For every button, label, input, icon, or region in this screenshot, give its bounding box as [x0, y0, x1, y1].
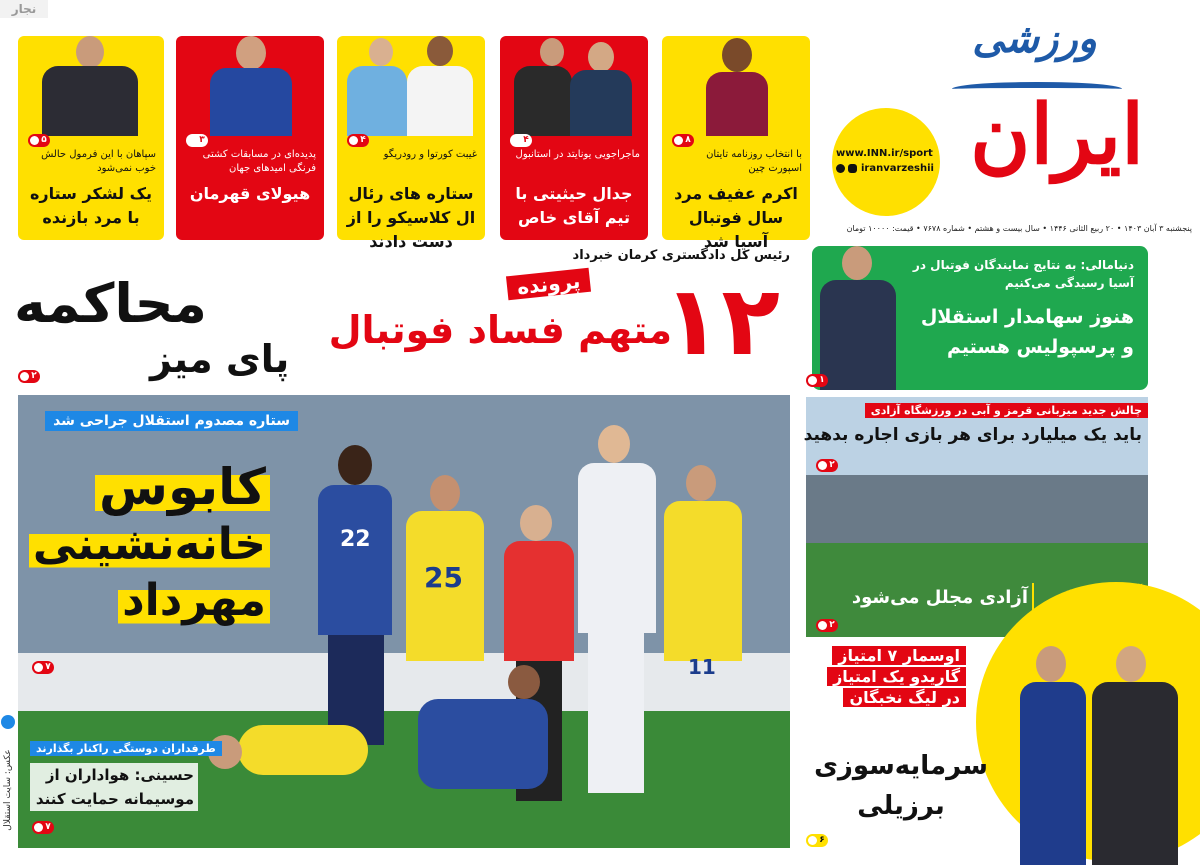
interview-subhead: دنیامالی: به نتایج نمایندگان فوتبال در آسیا رسیدگی می‌کنیم: [912, 258, 1134, 290]
main-story[interactable]: [10, 244, 800, 390]
credit-text: عکس: سایت استقلال: [3, 749, 13, 831]
main-line3: محاکمه: [14, 272, 207, 335]
player-yellow-25: 25: [398, 475, 488, 755]
social-handle-text: iranvarzeshii: [860, 163, 934, 174]
instagram-icon: [848, 164, 857, 173]
site-badge: [832, 108, 940, 216]
site-url[interactable]: www.INN.ir/sport: [836, 148, 933, 159]
teaser-subhead: سپاهان با این فرمول حالش خوب نمی‌شود: [41, 149, 156, 174]
coach-headline-line: سرمایه‌سوزی: [814, 751, 988, 781]
photo-headline-line: مهرداد: [118, 573, 270, 629]
page-number-badge: ۲: [816, 459, 838, 472]
player-lying: [208, 715, 378, 795]
photo-headline-line: خانه‌نشینی: [29, 517, 270, 573]
interview-headline: هنوز سهامدار استقلال و پرسپولیس هستیم: [920, 306, 1134, 358]
page-number-badge: ۲: [816, 619, 838, 632]
photo-credit: [0, 715, 16, 845]
stadium-kicker: چالش جدید میزبانی قرمز و آبی در ورزشگاه آزادی: [865, 403, 1148, 418]
teaser-subhead: غیبت کورتوا و رودریگو: [383, 149, 477, 160]
teaser-photo: [176, 36, 324, 136]
page-number-badge: ۱: [806, 374, 828, 387]
player-blue-22: 22: [308, 445, 398, 745]
player-white: [558, 425, 658, 805]
teaser-subhead: ماجراجویی یونایتد در استانبول: [515, 149, 640, 160]
coach-headline: [806, 746, 996, 826]
main-line2: پای میز: [150, 337, 290, 381]
corner-tag: نجار: [0, 0, 48, 18]
telegram-icon: [836, 164, 845, 173]
teaser-card-3[interactable]: [337, 36, 485, 251]
page-number-badge: ۳: [186, 134, 208, 147]
teaser-subhead: با انتخاب روزنامه تایتان اسپورت چین: [706, 149, 802, 174]
page-number-badge: ۵: [28, 134, 50, 147]
page-number-badge: ۲: [18, 370, 40, 383]
teaser-card-4[interactable]: [176, 36, 324, 240]
dateline: پنجشنبه ۳ آبان ۱۴۰۳ • ۲۰ ربیع الثانی ۱۴۴۶ • سال بیست و هشتم • شماره ۷۶۷۸ • قیمت: ۱۰۰۰۰ تومان: [846, 224, 1192, 233]
teaser-photo: [500, 36, 648, 136]
main-tag: پرونده: [506, 268, 591, 301]
coach-headline-line: برزیلی: [857, 791, 945, 821]
player-sitting: [398, 665, 558, 805]
teaser-photo: [662, 36, 810, 136]
coach-red-line: اوسمار ۷ امتیاز: [832, 646, 966, 665]
page-number-badge: ۴: [347, 134, 369, 147]
teaser-headline: اکرم عفیف مرد سال فوتبال آسیا شد: [674, 184, 798, 251]
main-kicker: رئیس کل دادگستری کرمان خبرداد: [572, 248, 790, 263]
coach-red-lines: [806, 646, 966, 707]
teaser-card-1[interactable]: [662, 36, 810, 251]
interview-photo: [812, 246, 902, 390]
coach-photo: [1006, 642, 1200, 865]
photo-headline: [30, 457, 270, 629]
teaser-headline: ستاره های رئال ال کلاسیکو را از دست دادند: [346, 184, 476, 251]
masthead: [822, 10, 1192, 240]
page-number-badge: ۷: [32, 661, 54, 674]
stadium-stands: [806, 475, 1148, 545]
teaser-card-2[interactable]: [500, 36, 648, 240]
coach-red-line: در لیگ نخبگان: [843, 688, 966, 707]
teaser-headline: جدال حیثیتی با تیم آقای خاص: [515, 184, 633, 227]
page-number-badge: ۸: [672, 134, 694, 147]
teaser-headline: یک لشکر ستاره با مرد بازنده: [29, 184, 152, 227]
teaser-headline: هیولای قهرمان: [189, 184, 311, 203]
teaser-card-5[interactable]: [18, 36, 164, 240]
teaser-subhead: پدیده‌ای در مسابقات کشتی فرنگی امیدهای جهان: [202, 149, 316, 174]
stadium-bottom-headline: آزادی مجلل می‌شود: [851, 587, 1028, 608]
interview-box[interactable]: [812, 246, 1148, 390]
match-photo-story[interactable]: [18, 395, 790, 848]
page-number-badge: ۷: [32, 821, 54, 834]
stadium-headline: باید یک میلیارد برای هر بازی اجاره بدهید: [803, 425, 1142, 445]
page-number-badge: ۴: [510, 134, 532, 147]
coach-story[interactable]: [806, 642, 1200, 865]
masthead-logo-big: ایران: [970, 87, 1144, 183]
teaser-photo: [337, 36, 485, 136]
main-number: ۱۲: [662, 265, 780, 377]
coach-red-line: گاریدو یک امتیاز: [827, 667, 966, 686]
page-number-badge: ۶: [806, 834, 828, 847]
masthead-logo-small: ورزشی: [972, 15, 1097, 62]
photo-bottom-headline: حسینی: هواداران از موسیمانه حمایت کنند: [30, 763, 198, 811]
teaser-photo: [18, 36, 164, 136]
photo-headline-line: کابوس: [95, 457, 270, 517]
social-handle[interactable]: [836, 163, 956, 174]
player-yellow-11: 11: [658, 465, 748, 805]
photo-kicker: ستاره مصدوم استقلال جراحی شد: [45, 411, 298, 431]
credit-badge: [1, 715, 15, 729]
photo-bottom-kicker: طرفداران دوستگی راکنار بگذارند: [30, 741, 222, 756]
main-line1: متهم فساد فوتبال: [328, 308, 672, 352]
